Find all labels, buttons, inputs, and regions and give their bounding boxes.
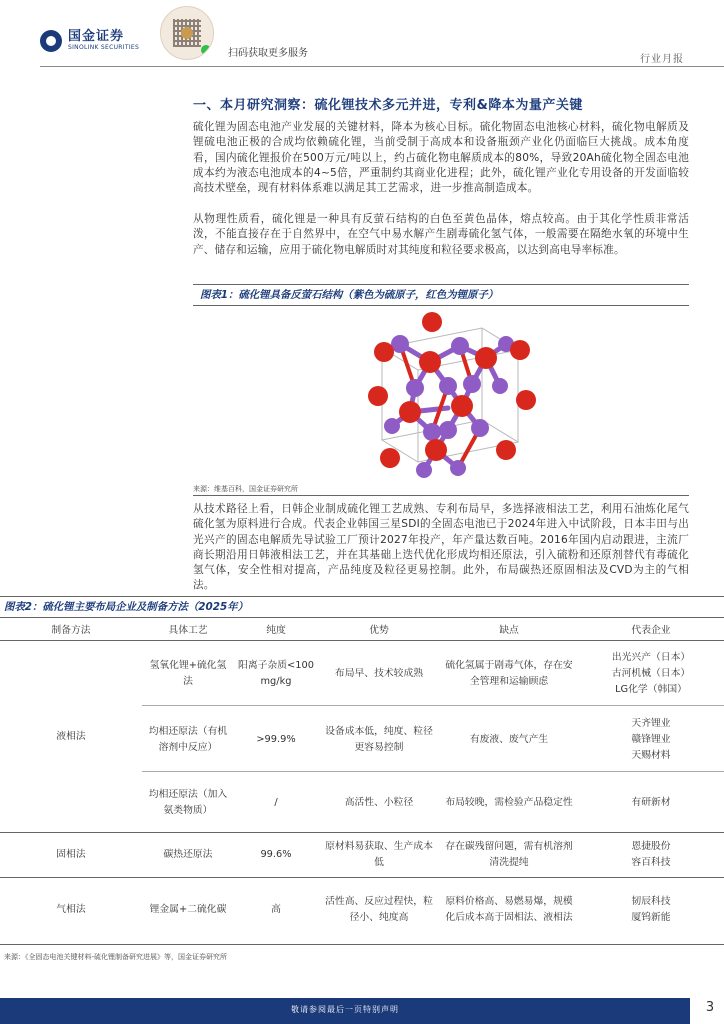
col-header: 缺点 <box>440 618 578 641</box>
qr-label: 扫码获取更多服务 <box>228 48 308 59</box>
qr-code-icon[interactable] <box>160 6 214 60</box>
table-row <box>0 833 724 877</box>
table-row <box>0 641 724 707</box>
disadvantage-cell: 布局较晚，需检验产品稳定性 <box>445 796 573 808</box>
purity-cell: 99.6% <box>260 848 292 860</box>
col-header: 优势 <box>318 618 440 641</box>
advantage-cell: 原材料易获取、生产成本低 <box>325 840 433 868</box>
method-cell: 液相法 <box>56 730 86 742</box>
method-cell: 气相法 <box>56 903 86 915</box>
purity-cell: / <box>274 796 278 808</box>
figure2-source: 来源：《全固态电池关键材料-硫化锂制备研究进展》等，国金证券研究所 <box>4 953 228 961</box>
footer-disclaimer[interactable]: 敬请参阅最后一页特别声明 <box>291 1005 399 1014</box>
report-type: 行业月报 <box>640 54 684 65</box>
disadvantage-cell: 存在碳残留问题，需有机溶剂清洗提纯 <box>445 840 573 868</box>
process-cell: 均相还原法（有机溶剂中反应） <box>148 725 228 753</box>
disadvantage-cell: 原料价格高、易燃易爆，规模化后成本高于固相法、液相法 <box>445 895 573 923</box>
row-separator <box>142 771 724 772</box>
advantage-cell: 设备成本低，纯度、粒径更容易控制 <box>325 725 433 753</box>
section-title: 一、本月研究洞察：硫化锂技术多元并进，专利&降本为量产关键 <box>193 98 583 113</box>
crystal-structure-image <box>340 300 540 485</box>
col-header: 制备方法 <box>0 618 142 641</box>
row-separator <box>142 705 724 706</box>
col-header: 具体工艺 <box>142 618 234 641</box>
col-header: 纯度 <box>234 618 318 641</box>
disadvantage-cell: 硫化氢属于剧毒气体，存在安全管理和运输顾虑 <box>445 659 573 687</box>
group-separator <box>0 832 724 833</box>
paragraph-2: 从物理性质看，硫化锂是一种具有反萤石结构的白色至黄色晶体，熔点较高。由于其化学性质非常活泼，不能直接存在于自然界中，在空气中易水解产生剧毒硫化氢气体，一般需要在隔绝水氧的环境中生产、储存和运输，应用于硫化物电解质时对其纯度和粒径要求极高，以达到高电导率标准。 <box>193 213 689 256</box>
figure2-title: 图表2：硫化锂主要布局企业及制备方法（2025年） <box>4 601 248 613</box>
group-separator <box>0 877 724 878</box>
table-row <box>0 877 724 943</box>
companies-cell: 有研新材 <box>631 796 671 808</box>
disadvantage-cell: 有废液、废气产生 <box>469 733 549 745</box>
companies-cell: 韧辰科技 厦钨新能 <box>631 895 671 923</box>
advantage-cell: 布局早、技术较成熟 <box>334 667 424 679</box>
logo-mark-icon <box>40 30 62 52</box>
page-number: 3 <box>705 1000 715 1015</box>
logo-en: SINOLINK SECURITIES <box>68 44 140 51</box>
header-divider <box>40 66 724 67</box>
company-logo <box>40 30 139 52</box>
table-bottom-line <box>0 944 724 945</box>
companies-cell: 恩捷股份 容百科技 <box>631 840 671 868</box>
advantage-cell: 活性高、反应过程快，粒径小、纯度高 <box>325 895 433 923</box>
logo-cn: 国金证券 <box>68 29 125 44</box>
process-cell: 均相还原法（加入氨类物质） <box>148 788 228 816</box>
paragraph-1: 硫化锂为固态电池产业发展的关键材料，降本为核心目标。硫化物固态电池核心材料，硫化物电解质及锂硫电池正极的合成均依赖硫化锂，当前受制于高成本和设备瓶颈产业化仍面临巨大挑战。成本角度看，国内硫化锂报价在500万元/吨以上，约占硫化物电解质成本的80%，导致20Ah硫化物全固态电池成本约为液态电池成本的4~5倍，严重制约其商业化进程；此外，硫化锂产业化专用设备的开发面临较高技术壁垒，现有材料体系难以满足其工艺需求，进一步推高制造成本。 <box>193 121 689 195</box>
purity-cell: 高 <box>271 903 281 915</box>
process-cell: 碳热还原法 <box>163 848 213 860</box>
purity-cell: >99.9% <box>256 733 296 745</box>
paragraph-3: 从技术路径上看，日韩企业制成硫化锂工艺成熟、专利布局早，多选择液相法工艺，利用石油炼化尾气硫化氢为原料进行合成。代表企业韩国三星SDI的全固态电池已于2024年进入中试阶段，日本丰田与出光兴产的固态电解质先导试验工厂预计2027年投产，年产量达数百吨。2016年国内启动跟进，主流厂商长期沿用日韩液相法工艺，并在其基础上迭代优化形成均相还原法，引入硫粉和还原剂替代有毒硫化氢气体，安全性相对提高，产品纯度及粒径更易控制。此外，布局碳热还原固相法及CVD为主的气相法。 <box>193 503 689 592</box>
figure1-source: 来源：维基百科，国金证券研究所 <box>193 485 298 493</box>
method-cell: 固相法 <box>56 848 86 860</box>
figure1-bottom-line <box>193 495 689 496</box>
table-header-row <box>0 618 724 641</box>
process-cell: 氢氧化锂+硫化氢法 <box>149 659 227 687</box>
preparation-methods-table <box>0 618 724 943</box>
companies-cell: 天齐锂业 赣锋锂业 天赐材料 <box>631 717 671 761</box>
companies-cell: 出光兴产（日本） 古河机械（日本） LG化学（韩国） <box>611 651 691 695</box>
wechat-icon <box>201 45 211 55</box>
process-cell: 锂金属+二硫化碳 <box>149 903 227 915</box>
figure1-title: 图表1：硫化锂具备反萤石结构（紫色为硫原子，红色为锂原子） <box>200 289 499 301</box>
purity-cell: 阳离子杂质<100 mg/kg <box>238 659 314 687</box>
col-header: 代表企业 <box>578 618 724 641</box>
advantage-cell: 高活性、小粒径 <box>344 796 414 808</box>
